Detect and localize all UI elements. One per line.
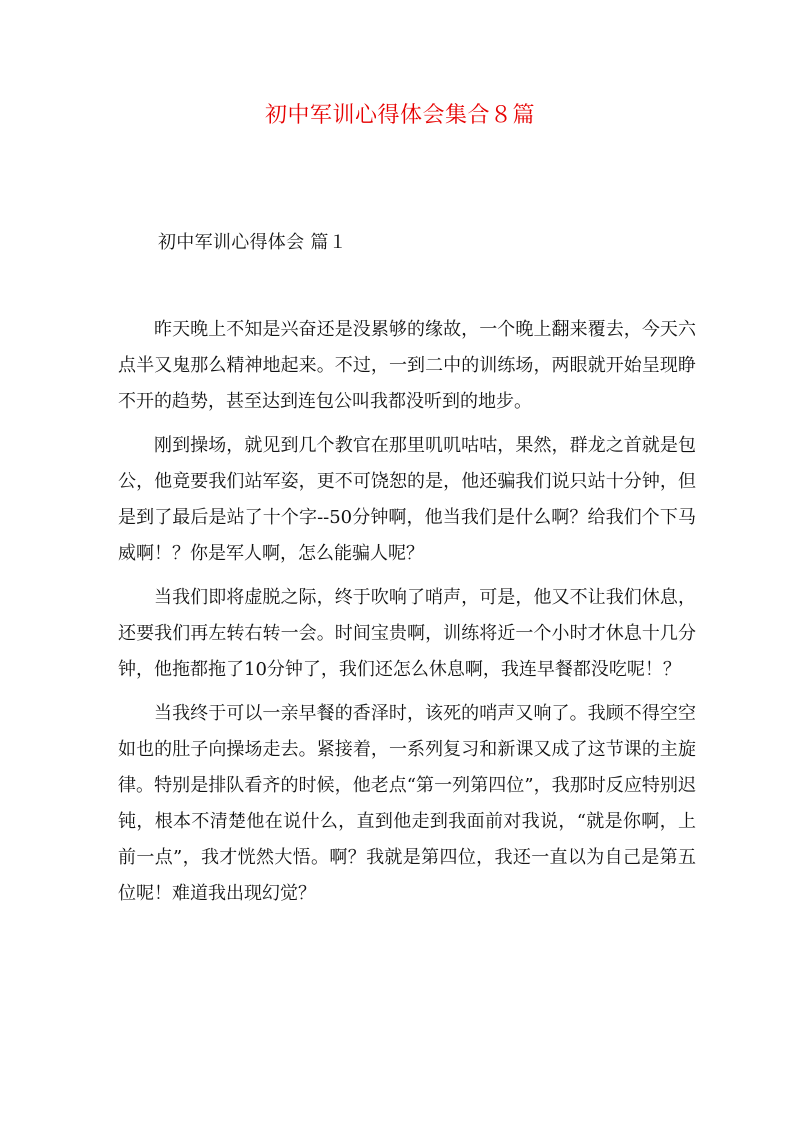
paragraph-2: 刚到操场，就见到几个教官在那里叽叽咕咕，果然，群龙之首就是包公，他竟要我们站军姿，更不可饶恕的是，他还骗我们说只站十分钟，但是到了最后是站了十个字--50分钟啊，他当我们是什么啊？给我们个下马威啊！？你是军人啊，怎么能骗人呢？ bbox=[118, 435, 696, 564]
paragraph-1: 昨天晚上不知是兴奋还是没累够的缘故，一个晚上翻来覆去，今天六点半又鬼那么精神地起来。不过，一到二中的训练场，两眼就开始呈现睁不开的趋势，甚至达到连包公叫我都没听到的地步。 bbox=[118, 319, 696, 412]
document-title: 初中军训心得体会集合８篇 bbox=[264, 103, 535, 128]
document-body bbox=[118, 312, 696, 920]
paragraph-3: 当我们即将虚脱之际，终于吹响了哨声，可是，他又不让我们休息，还要我们再左转右转一会。时间宝贵啊，训练将近一个小时才休息十几分钟，他拖都拖了10分钟了，我们还怎么休息啊，我连早餐都没吃呢！？ bbox=[118, 587, 696, 680]
section-heading: 初中军训心得体会 篇１ bbox=[158, 232, 348, 253]
paragraph-4: 当我终于可以一亲早餐的香泽时，该死的哨声又响了。我顾不得空空如也的肚子向操场走去。紧接着，一系列复习和新课又成了这节课的主旋律。特别是排队看齐的时候，他老点“第一列第四位”，我那时反应特别迟钝，根本不清楚他在说什么，直到他走到我面前对我说，“就是你啊，上前一点”，我才恍然大悟。啊？我就是第四位，我还一直以为自己是第五位呢！难道我出现幻觉？ bbox=[118, 703, 696, 904]
